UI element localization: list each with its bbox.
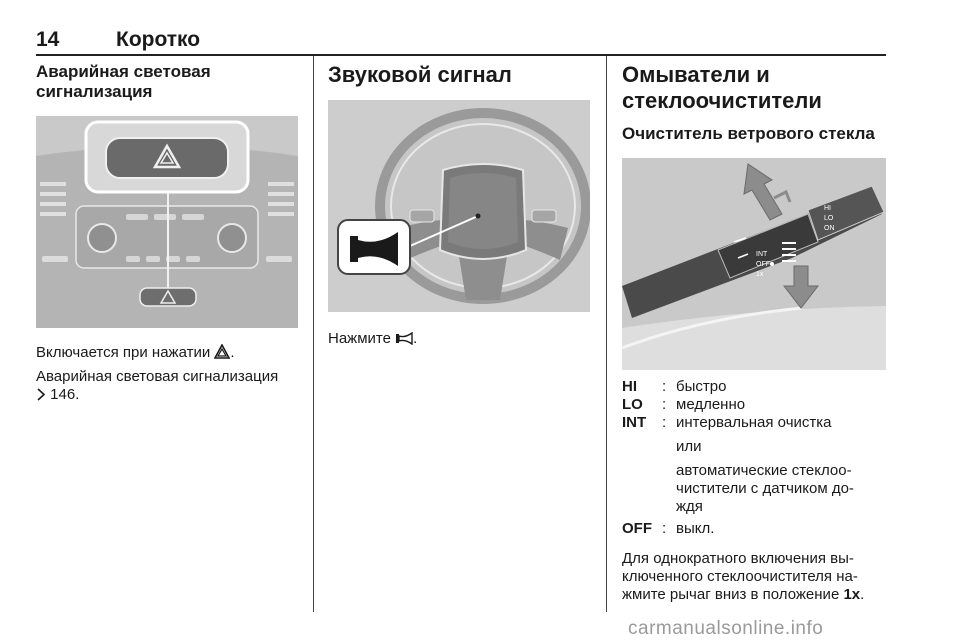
horn-figure [328, 100, 590, 312]
hazard-triangle-icon [214, 344, 230, 359]
horn-title: Звуковой сигнал [328, 62, 512, 87]
lever-label-on: ON [824, 225, 835, 232]
page-header [36, 28, 886, 54]
list-item: OFF : выкл. [622, 520, 715, 537]
windshield-wiper-subtitle: Очиститель ветрового стекла [622, 124, 875, 143]
list-item: LO : медленно [622, 396, 746, 413]
header-divider [36, 54, 886, 56]
dashboard-illustration [36, 116, 298, 328]
wiper-lever-illustration [622, 158, 886, 370]
list-item: INT : интервальная очистка [622, 414, 832, 431]
hazard-section [36, 62, 298, 404]
hazard-paragraph-1: Включается при нажатии . [36, 344, 235, 361]
hazard-title [36, 62, 298, 102]
horn-paragraph: Нажмите . [328, 330, 418, 347]
wipers-title [622, 62, 886, 114]
wiper-positions-list [622, 378, 886, 538]
page-reference-icon [36, 388, 46, 401]
hazard-page-reference[interactable]: 146. [50, 386, 80, 403]
wipers-title-line1: Омыватели и [622, 62, 770, 87]
lever-label-off: OFF [756, 261, 770, 268]
hazard-title-line2: сигнализация [36, 82, 153, 101]
watermark: carmanualsonline.info [628, 618, 824, 639]
horn-icon [395, 332, 413, 345]
column-divider-2 [606, 56, 607, 612]
lever-label-1x: 1x [756, 271, 764, 278]
lever-label-int: INT [756, 251, 768, 258]
steering-wheel-illustration [328, 100, 590, 312]
int-or-text: или [676, 438, 702, 455]
lever-label-hi: HI [824, 205, 831, 212]
hazard-title-line1: Аварийная световая [36, 62, 211, 81]
lever-label-lo: LO [824, 215, 834, 222]
hazard-paragraph-2: Аварийная световая сигнализация 146. [36, 368, 279, 403]
wiper-lever-figure [622, 158, 886, 370]
horn-section [328, 62, 592, 348]
int-auto-text: автоматические стеклоо-чистители с датчиком до-ждя [676, 462, 854, 515]
wipers-section [622, 62, 886, 604]
column-divider-1 [313, 56, 314, 612]
wipers-title-line2: стеклоочистители [622, 88, 822, 113]
page-number: 14 [36, 28, 60, 51]
chapter-title: Коротко [116, 28, 201, 51]
list-item: HI : быстро [622, 378, 727, 395]
single-wipe-note: Для однократного включения вы-ключенного стеклоочистителя на-жмите рычаг вниз в положение 1x. [622, 550, 865, 603]
hazard-figure [36, 116, 298, 328]
